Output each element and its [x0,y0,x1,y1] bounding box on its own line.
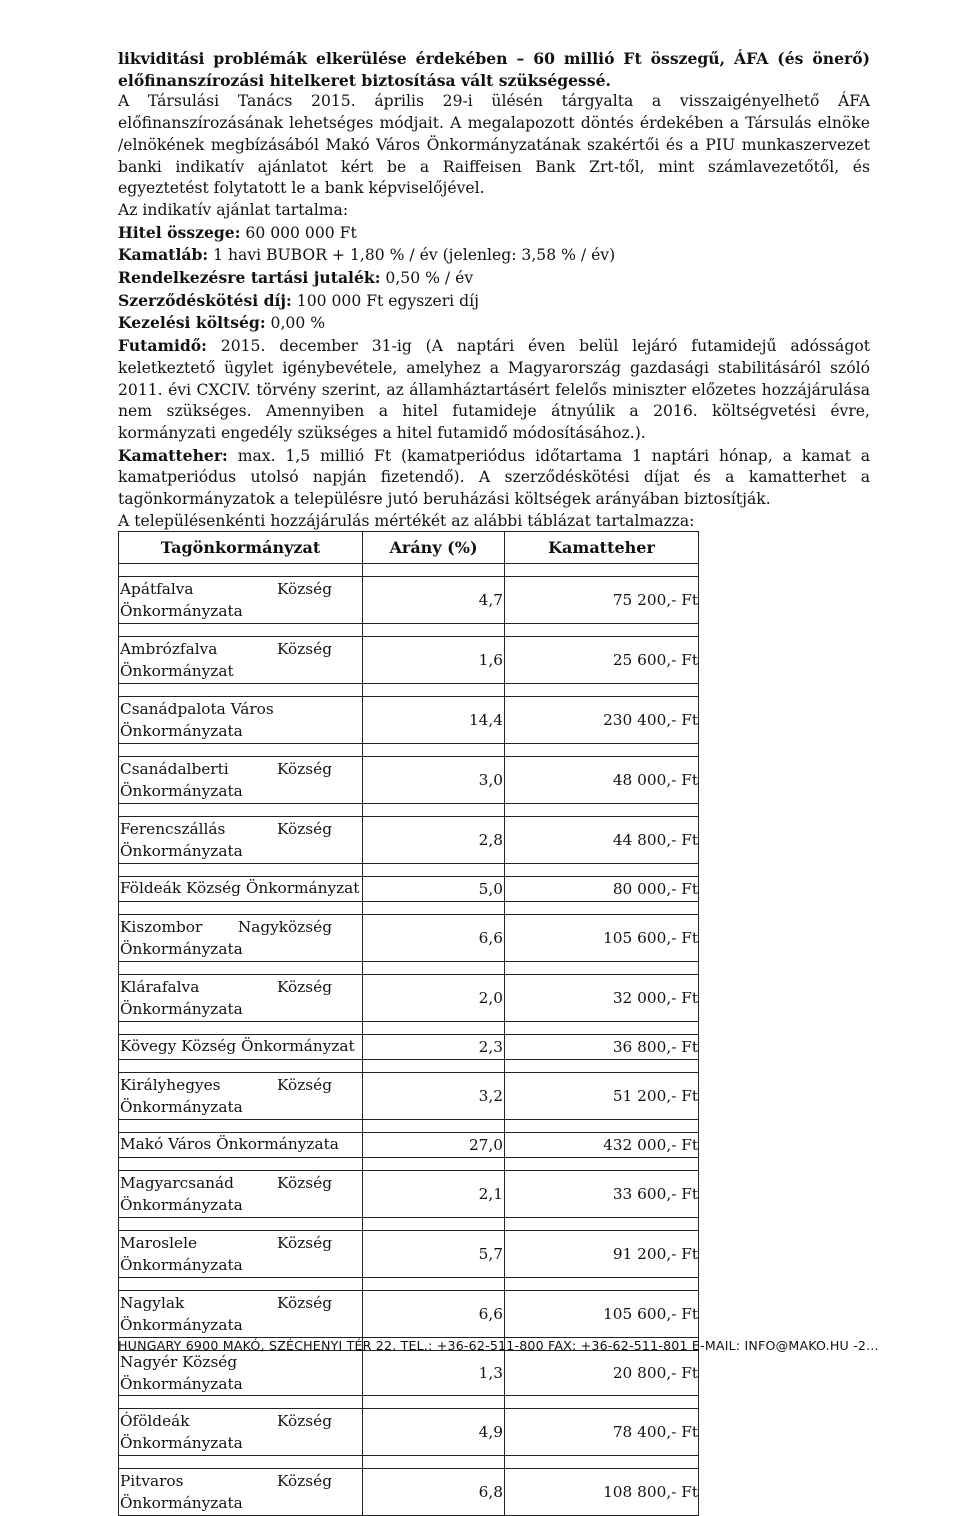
municipality-cell [119,1231,363,1278]
municipality-type: Község [277,1294,332,1312]
municipality-name: Földeák Község Önkormányzat [120,879,360,897]
spacer-cell [119,864,363,877]
spacer-cell [505,684,699,697]
offer-terms [118,222,870,336]
kamatteher-cell: 51 200,- Ft [505,1073,699,1120]
spacer-cell [363,864,505,877]
municipality-name-line2: Önkormányzata [120,1000,243,1018]
kamatteher-paragraph [118,445,870,511]
offer-term-label: Rendelkezésre tartási jutalék: [118,268,381,288]
spacer-cell [119,744,363,757]
spacer-cell [505,962,699,975]
arany-cell: 1,6 [363,637,505,684]
municipality-name: Nagyér Község Önkormányzata [120,1353,243,1393]
kamatteher-cell: 78 400,- Ft [505,1409,699,1456]
spacer-cell [363,744,505,757]
table-row [119,577,699,624]
spacer-cell [363,804,505,817]
table-spacer-row [119,624,699,637]
spacer-cell [505,1022,699,1035]
municipality-cell [119,1351,363,1396]
municipality-name-line1 [120,1410,362,1432]
intro-bold-paragraph: likviditási problémák elkerülése érdekében – 60 millió Ft összegű, ÁFA (és önerő) előfinanszírozási hitelkeret biztosítása vált szükségessé. [118,49,870,90]
municipality-cell [119,1171,363,1218]
kamatteher-cell: 44 800,- Ft [505,817,699,864]
municipality-name-line1 [120,638,362,660]
municipality-name: Magyarcsanád [120,1174,234,1192]
arany-cell: 6,8 [363,1469,505,1516]
kamatteher-cell: 108 800,- Ft [505,1469,699,1516]
municipality-name-line1 [120,1074,362,1096]
municipality-name: Apátfalva [120,580,194,598]
municipality-name-line2: Önkormányzata [120,1316,243,1334]
municipality-name-line1 [120,1232,362,1254]
offer-term [118,222,870,245]
page-footer: HUNGARY 6900 MAKÓ, SZÉCHENYI TÉR 22. TEL.: +36-62-511-800 FAX: +36-62-511-801 E-MAIL: INFO@MAKO.HU -2... [118,1338,879,1353]
municipality-name-line2: Önkormányzata [120,1494,243,1512]
spacer-cell [119,1022,363,1035]
spacer-cell [363,1060,505,1073]
offer-term [118,244,870,267]
municipality-cell [119,1035,363,1060]
spacer-cell [363,1022,505,1035]
table-row [119,1409,699,1456]
spacer-cell [505,1060,699,1073]
arany-cell: 5,0 [363,877,505,902]
spacer-cell [119,624,363,637]
municipality-cell [119,1409,363,1456]
arany-cell: 5,7 [363,1231,505,1278]
municipality-name-line2: Önkormányzata [120,782,243,800]
spacer-cell [505,1456,699,1469]
table-row [119,1171,699,1218]
futamido-label: Futamidő: [118,336,207,356]
table-spacer-row [119,1278,699,1291]
municipality-cell [119,757,363,804]
table-spacer-row [119,1060,699,1073]
municipality-name: Kiszombor [120,918,203,936]
table-spacer-row [119,744,699,757]
spacer-cell [363,1218,505,1231]
municipality-name-line2: Önkormányzata [120,1196,243,1214]
offer-term-value: 0,00 % [265,314,326,333]
arany-cell: 1,3 [363,1351,505,1396]
municipality-name: Klárafalva [120,978,200,996]
table-spacer-row [119,902,699,915]
municipality-type: Község [277,640,332,658]
municipality-type: Község [277,1472,332,1490]
municipality-name: Makó Város Önkormányzata [120,1135,339,1153]
municipality-cell [119,877,363,902]
municipality-name-line1 [120,818,362,840]
offer-term-label: Szerződéskötési díj: [118,290,292,310]
table-spacer-row [119,1158,699,1171]
municipality-type: Község [277,1412,332,1430]
municipality-name-line1 [120,1172,362,1194]
municipality-name: Pitvaros [120,1472,184,1490]
kamatteher-cell: 91 200,- Ft [505,1231,699,1278]
arany-cell: 2,0 [363,975,505,1022]
arany-cell: 2,3 [363,1035,505,1060]
municipality-name-line2: Önkormányzata [120,1256,243,1274]
futamido-paragraph [118,335,870,445]
municipality-type: Község [277,1234,332,1252]
arany-cell: 2,1 [363,1171,505,1218]
spacer-cell [505,1158,699,1171]
table-spacer-row [119,962,699,975]
table-body [119,564,699,1516]
offer-term-label: Kezelési költség: [118,313,266,333]
municipality-cell [119,975,363,1022]
table-intro: A településenkénti hozzájárulás mértékét az alábbi táblázat tartalmazza: [118,511,695,530]
kamatteher-cell: 20 800,- Ft [505,1351,699,1396]
kamatteher-cell: 25 600,- Ft [505,637,699,684]
municipality-name: Ambrózfalva [120,640,218,658]
kamatteher-label: Kamatteher: [118,445,228,465]
municipality-cell [119,637,363,684]
table-row [119,757,699,804]
spacer-cell [119,1158,363,1171]
table-row [119,817,699,864]
municipality-name-line2: Önkormányzata [120,602,243,620]
table-row [119,1035,699,1060]
municipality-cell [119,817,363,864]
header-tagonkormanyzat: Tagönkormányzat [119,532,363,564]
municipality-type: Nagyközség [237,918,332,936]
municipality-name-line2: Önkormányzata [120,722,243,740]
municipality-cell [119,1291,363,1338]
offer-term [118,267,870,290]
document-body [118,48,870,532]
municipality-cell [119,1073,363,1120]
kamatteher-value: max. 1,5 millió Ft (kamatperiódus időtartama 1 naptári hónap, a kamat a kamatperiódus utolsó napján fizetendő). A szerződéskötési díjat és a kamatterhet a tagönkormányzatok a településre jutó beruházási költségek arányában biztosítják. [118,446,870,509]
municipality-name: Csanádalberti [120,760,229,778]
kamatteher-cell: 32 000,- Ft [505,975,699,1022]
arany-cell: 27,0 [363,1133,505,1158]
offer-term-value: 100 000 Ft egyszeri díj [291,291,479,310]
spacer-cell [505,804,699,817]
table-header-row [119,532,699,564]
table-row [119,1133,699,1158]
spacer-cell [505,1218,699,1231]
table-row [119,1231,699,1278]
spacer-cell [505,902,699,915]
arany-cell: 4,9 [363,1409,505,1456]
spacer-cell [119,962,363,975]
spacer-cell [505,624,699,637]
municipality-name-line1 [120,1292,362,1314]
arany-cell: 6,6 [363,1291,505,1338]
offer-heading: Az indikatív ajánlat tartalma: [118,200,349,219]
offer-term-label: Kamatláb: [118,245,209,265]
spacer-cell [119,1060,363,1073]
municipality-name: Kövegy Község Önkormányzat [120,1037,355,1055]
municipality-name: Óföldeák [120,1412,190,1430]
spacer-cell [119,902,363,915]
offer-term [118,312,870,335]
spacer-cell [363,1456,505,1469]
spacer-cell [363,624,505,637]
spacer-cell [119,1218,363,1231]
municipality-name-line1 [120,1470,362,1492]
table-spacer-row [119,1218,699,1231]
spacer-cell [505,564,699,577]
municipality-name-line1 [120,758,362,780]
kamatteher-cell: 80 000,- Ft [505,877,699,902]
futamido-value: 2015. december 31-ig (A naptári éven belül lejáró futamidejű adósságot keletkeztető ügylet igénybevétele, amelyhez a Magyarország gazdasági stabilitásáról szóló 2011. évi CXCIV. törvény szerint, az államháztartásért felelős miniszter előzetes hozzájárulása nem szükséges. Amennyiben a hitel futamideje átnyúlik a 2016. költségvetési évre, kormányzati engedély szükséges a hitel futamidő módosításához.). [118,337,870,442]
municipality-type: Község [277,820,332,838]
kamatteher-cell: 33 600,- Ft [505,1171,699,1218]
municipality-cell [119,915,363,962]
spacer-cell [119,804,363,817]
spacer-cell [505,1278,699,1291]
table-spacer-row [119,804,699,817]
spacer-cell [119,1396,363,1409]
arany-cell: 3,2 [363,1073,505,1120]
table-row [119,877,699,902]
table-row [119,1351,699,1396]
municipality-name-line1 [120,916,362,938]
offer-term-value: 1 havi BUBOR + 1,80 % / év (jelenleg: 3,58 % / év) [208,246,616,265]
spacer-cell [505,864,699,877]
spacer-cell [505,1396,699,1409]
table-spacer-row [119,1396,699,1409]
table-spacer-row [119,1120,699,1133]
arany-cell: 2,8 [363,817,505,864]
header-arany: Arány (%) [363,532,505,564]
municipality-name-line1 [120,698,362,720]
spacer-cell [119,1120,363,1133]
spacer-cell [363,684,505,697]
municipality-name-line2: Önkormányzat [120,662,234,680]
offer-term-value: 0,50 % / év [380,269,474,288]
municipality-name: Maroslele [120,1234,198,1252]
spacer-cell [363,1120,505,1133]
municipality-type: Község [277,978,332,996]
kamatteher-cell: 432 000,- Ft [505,1133,699,1158]
table-row [119,1291,699,1338]
spacer-cell [119,684,363,697]
spacer-cell [505,744,699,757]
table-row [119,975,699,1022]
table-spacer-row [119,864,699,877]
table-spacer-row [119,1022,699,1035]
municipality-name-line1 [120,578,362,600]
arany-cell: 6,6 [363,915,505,962]
spacer-cell [363,1396,505,1409]
spacer-cell [363,962,505,975]
kamatteher-cell: 36 800,- Ft [505,1035,699,1060]
municipality-name-line2: Önkormányzata [120,940,243,958]
intro-paragraph: A Társulási Tanács 2015. április 29-i ülésén tárgyalta a visszaigényelhető ÁFA előfinanszírozásának lehetséges módjait. A megalapozott döntés érdekében a Társulás elnöke /elnökének megbízásából Makó Város Önkormányzatának szakértői és a PIU munkaszervezet banki indikatív ajánlatot kért be a Raiffeisen Bank Zrt-től, mint számlavezetőtől, és egyeztetést folytatott le a bank képviselőjével. [118,92,870,198]
municipality-cell [119,1469,363,1516]
table-row [119,697,699,744]
municipality-name-line2: Önkormányzata [120,1098,243,1116]
contribution-table [118,531,699,1516]
table-row [119,1469,699,1516]
arany-cell: 14,4 [363,697,505,744]
offer-term-value: 60 000 000 Ft [240,223,357,242]
spacer-cell [119,1278,363,1291]
offer-term-label: Hitel összege: [118,222,241,242]
municipality-type: Község [277,580,332,598]
kamatteher-cell: 75 200,- Ft [505,577,699,624]
spacer-cell [505,1120,699,1133]
arany-cell: 3,0 [363,757,505,804]
kamatteher-cell: 48 000,- Ft [505,757,699,804]
municipality-name: Nagylak [120,1294,185,1312]
municipality-cell [119,577,363,624]
spacer-cell [363,564,505,577]
municipality-type: Község [277,1174,332,1192]
municipality-type: Község [277,760,332,778]
municipality-name-line2: Önkormányzata [120,842,243,860]
municipality-name-line1 [120,976,362,998]
kamatteher-cell: 105 600,- Ft [505,915,699,962]
table-row [119,1073,699,1120]
spacer-cell [119,1456,363,1469]
table-row [119,915,699,962]
kamatteher-cell: 105 600,- Ft [505,1291,699,1338]
table-spacer-row [119,1456,699,1469]
municipality-cell [119,1133,363,1158]
spacer-cell [363,1278,505,1291]
municipality-name-line2: Önkormányzata [120,1434,243,1452]
municipality-name: Csanádpalota Város [120,700,274,718]
spacer-cell [363,902,505,915]
spacer-cell [119,564,363,577]
offer-term [118,290,870,313]
spacer-cell [363,1158,505,1171]
table-row [119,637,699,684]
municipality-cell [119,697,363,744]
table-spacer-row [119,564,699,577]
municipality-name: Ferencszállás [120,820,226,838]
kamatteher-cell: 230 400,- Ft [505,697,699,744]
header-kamatteher: Kamatteher [505,532,699,564]
municipality-type: Község [277,1076,332,1094]
municipality-name: Királyhegyes [120,1076,221,1094]
arany-cell: 4,7 [363,577,505,624]
table-spacer-row [119,684,699,697]
